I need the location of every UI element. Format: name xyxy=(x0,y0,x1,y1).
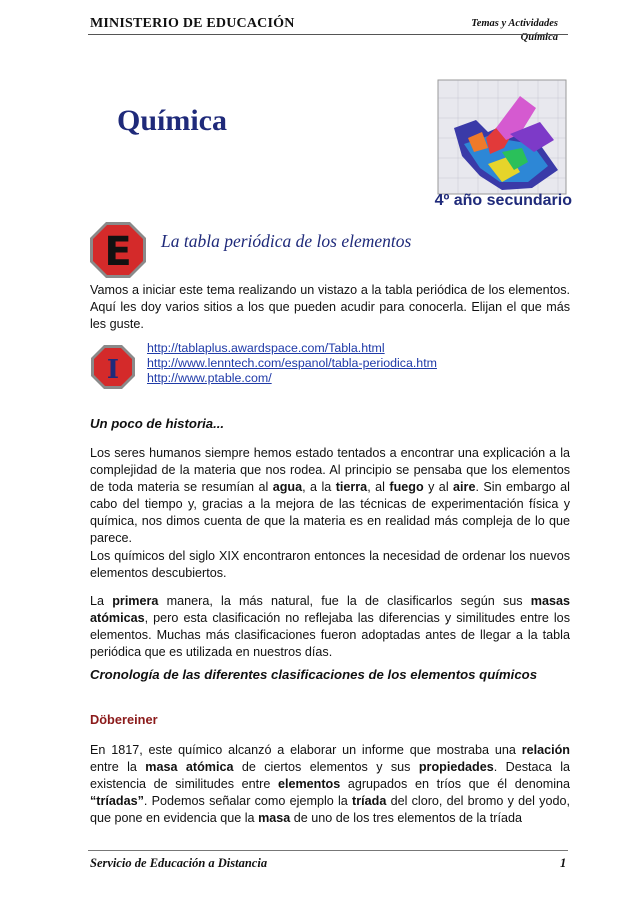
grade-label: 4º año secundario xyxy=(434,192,572,209)
periodic-table-logo-image xyxy=(436,78,568,196)
section-title: La tabla periódica de los elementos xyxy=(161,231,412,251)
history-paragraph-1: Los seres humanos siempre hemos estado tentados a encontrar una explicación a la complejidad de la materia que nos rodea. Al principio se pensaba que los elementos de toda materia se resumían al agua, a la tierra, al fuego y al aire. Sin embargo al cabo del tiempo y, gracias a la mejora de las técnicas de experimentación física y química, nos dimos cuenta de que la materia es en realidad más compleja de lo que parece. xyxy=(90,446,570,545)
stop-sign-e-icon xyxy=(88,220,148,280)
header-ministry: MINISTERIO DE EDUCACIÓN xyxy=(90,16,295,31)
dobereiner-paragraph: En 1817, este químico alcanzó a elaborar un informe que mostraba una relación entre la masa atómica de ciertos elementos y sus propiedades. Destaca la existencia de similitudes entre elementos agrupados en tríos que él denomina “tríadas”. Podemos señalar como ejemplo la tríada del cloro, del bromo y del yodo, que pone en evidencia que la masa de uno de los tres elementos de la tríada xyxy=(90,743,571,825)
page-number: 1 xyxy=(560,856,567,870)
header-divider xyxy=(88,34,568,35)
history-heading: Un poco de historia... xyxy=(90,416,225,431)
link-lenntech[interactable]: http://www.lenntech.com/espanol/tabla-periodica.htm xyxy=(147,356,437,370)
dobereiner-heading: Döbereiner xyxy=(90,712,158,727)
page-title: Química xyxy=(117,104,227,137)
chronology-heading: Cronología de las diferentes clasificaciones de los elementos químicos xyxy=(90,667,538,682)
link-ptable[interactable]: http://www.ptable.com/ xyxy=(147,371,272,385)
intro-paragraph: Vamos a iniciar este tema realizando un vistazo a la tabla periódica de los elementos. Aquí les doy varios sitios a los que pueden acudir para conocerla. Elijan el que más les guste. xyxy=(90,283,570,331)
footer-divider xyxy=(88,850,568,851)
header-subject-line1: Temas y Actividades xyxy=(471,18,558,29)
stop-sign-i-icon xyxy=(90,344,136,390)
stop-sign-i-letter: I xyxy=(106,355,120,385)
link-tablaplus[interactable]: http://tablaplus.awardspace.com/Tabla.html xyxy=(147,341,385,355)
header-subject-line2: Química xyxy=(520,32,558,43)
history-paragraph-3: La primera manera, la más natural, fue la de clasificarlos según sus masas atómicas, pero esta clasificación no reflejaba las diferencias y similitudes entre los elementos. Muchas más clasificaciones fueron adoptadas antes de llegar a la tabla periódica que es utilizada en nuestros días. xyxy=(90,594,570,659)
stop-sign-e-letter: E xyxy=(104,229,132,275)
footer-service: Servicio de Educación a Distancia xyxy=(90,856,268,870)
links-list xyxy=(147,341,437,386)
header-subject xyxy=(471,17,558,45)
history-paragraph-2: Los químicos del siglo XIX encontraron entonces la necesidad de ordenar los nuevos elementos descubiertos. xyxy=(90,549,570,580)
